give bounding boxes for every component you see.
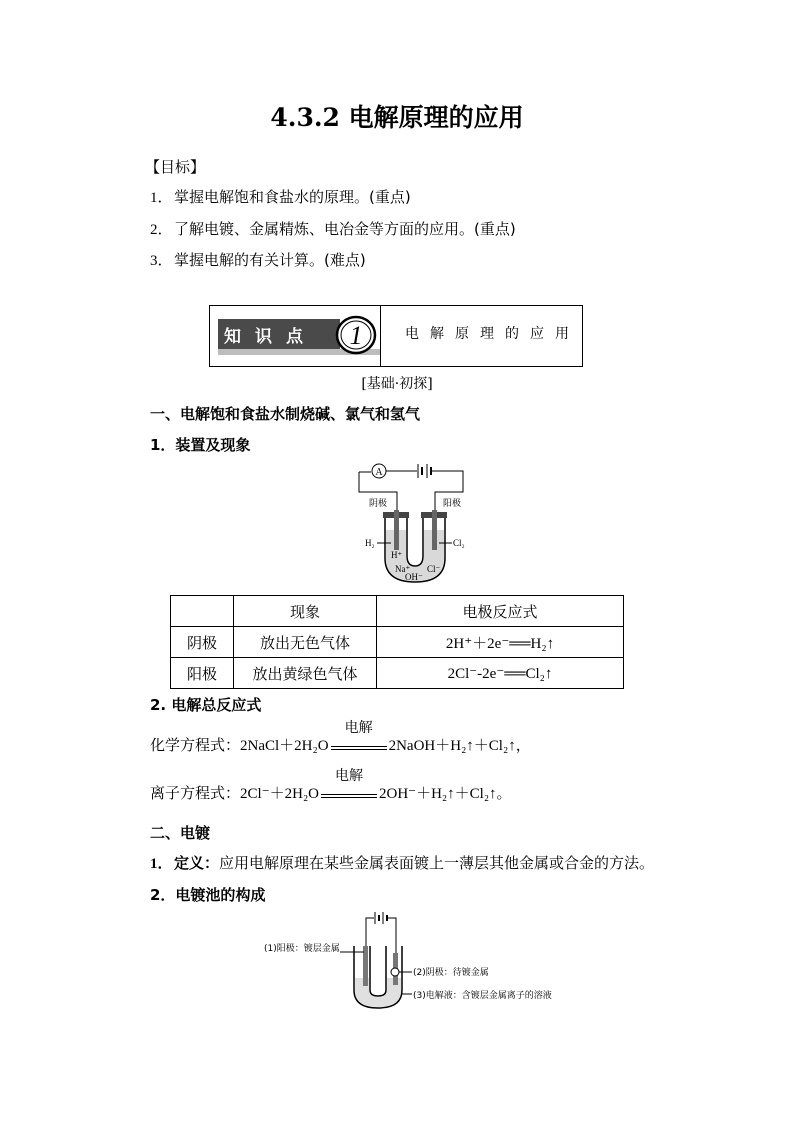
plating-cathode-label: (2)阴极：待镀金属 [413,968,489,978]
kp-label: 知识点 [224,327,317,347]
def-label: 定义： [174,854,220,872]
section2-definition [150,852,654,873]
table-cell-reaction: 2H⁺＋2e⁻══H₂↑ [377,627,624,658]
table-cell-electrode: 阴极 [171,627,234,658]
section1-heading: 一、电解饱和食盐水制烧碱、氯气和氢气 [150,405,421,423]
clminus-label: Cl⁻ [427,564,441,574]
table-cell-phenomenon: 放出无色气体 [234,627,377,658]
chem-eq-rhs: 2NaOH＋H₂↑＋Cl₂↑， [388,738,531,754]
ion-eq-rhs: 2OH⁻＋H₂↑＋Cl₂↑。 [379,786,512,802]
goal-text: 了解电镀、金属精炼、电冶金等方面的应用。(重点) [174,220,516,238]
chem-eq-lhs: 2NaCl＋2H₂O [240,738,329,754]
table-cell-electrode: 阳极 [171,658,234,689]
chem-eq-arrow [331,720,387,750]
kp-number-badge [334,313,380,357]
section2-sub2: 2．电镀池的构成 [150,886,266,904]
table-cell-phenomenon: 放出黄绿色气体 [234,658,377,689]
chem-eq-condition: 电解 [344,720,373,736]
ionic-equation [150,768,512,803]
def-text: 应用电解原理在某些金属表面镀上一薄层其他金属或合金的方法。 [219,854,655,872]
page-title: 4.3.2 电解原理的应用 [270,103,524,132]
goal-num: 1． [150,190,173,206]
section2-heading: 二、电镀 [150,824,211,842]
goal-num: 2． [150,222,173,238]
anode-label: 阳极 [443,499,462,509]
plating-electrolyte-label: (3)电解液：含镀层金属离子的溶液 [413,991,552,1001]
chemical-equation [150,720,531,755]
naplus-label: Na⁺ [395,564,411,574]
table-header-row [171,596,624,627]
ion-eq-arrow [321,768,377,798]
electrode-table [170,595,624,689]
kp-divider [380,305,381,367]
kp-topic: 电解原理的应用 [405,326,580,342]
ion-eq-condition: 电解 [335,768,364,784]
table-cell-reaction: 2Cl⁻-2e⁻══Cl₂↑ [377,658,624,689]
goal-text: 掌握电解的有关计算。(难点) [174,251,366,269]
table-header-cell: 电极反应式 [377,596,624,627]
hplus-label: H⁺ [391,550,403,560]
goal-item-2 [150,218,516,239]
ion-eq-label: 离子方程式： [150,784,241,802]
section1-sub2: 2. 电解总反应式 [150,696,262,714]
section1-sub1: 1．装置及现象 [150,436,251,454]
goal-item-3 [150,249,366,270]
table-row [171,658,624,689]
kp-number: 1 [349,321,363,350]
table-header-cell [171,596,234,627]
h2-label: H₂ [365,538,375,548]
ion-eq-lhs: 2Cl⁻＋2H₂O [240,786,320,802]
def-num: 1． [150,856,173,872]
goal-text: 掌握电解饱和食盐水的原理。(重点) [174,188,411,206]
goal-item-1 [150,186,411,207]
electroplating-diagram [262,908,582,1013]
goal-num: 3． [150,253,173,269]
table-header-cell: 现象 [234,596,377,627]
table-row [171,627,624,658]
goals-header: 【目标】 [145,158,206,176]
plating-anode-label: (1)阳极：镀层金属 [264,944,340,954]
chem-eq-label: 化学方程式： [150,736,241,754]
cl2-label: Cl₂ [453,538,465,548]
basic-tag: [基础·初探] [361,376,433,392]
ohminus-label: OH⁻ [405,572,423,582]
cathode-label: 阴极 [369,499,388,509]
brine-electrolysis-diagram [355,458,475,586]
ammeter-label: A [375,467,383,478]
